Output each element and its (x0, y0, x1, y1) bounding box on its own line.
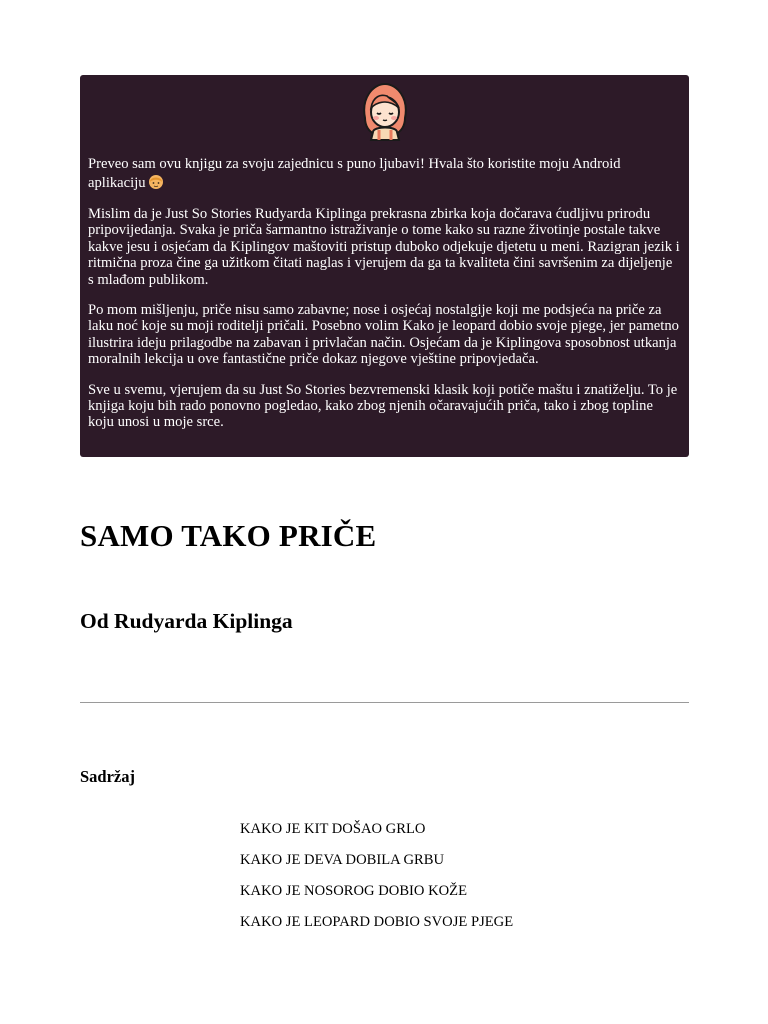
intro-paragraph-1: Preveo sam ovu knjigu za svoju zajednicu s puno ljubavi! Hvala što koristite moju Android aplikaciju (88, 155, 681, 196)
book-title: SAMO TAKO PRIČE (80, 518, 377, 553)
intro-paragraph-3: Po mom mišljenju, priče nisu samo zabavne; nose i osjećaj nostalgije koji me podsjeća na priče za laku noć koje su moji roditelji pričali. Posebno volim Kako je leopard dobio svoje pjege, jer pametno ilustrira ideju prilagodbe na zabavan i privlačan način. Osjećam da je Kiplingova sposobnost utkanja moralnih lekcija u ove fantastične priče dokaz njegove vještine pripovjedača. (88, 302, 679, 368)
toc-list (240, 820, 513, 944)
book-subtitle: Od Rudyarda Kiplinga (80, 609, 293, 633)
toc-item[interactable]: KAKO JE KIT DOŠAO GRLO (240, 821, 426, 837)
girl-avatar-icon (355, 80, 415, 142)
toc-item[interactable]: KAKO JE NOSOROG DOBIO KOŽE (240, 883, 468, 899)
divider (80, 702, 689, 703)
intro-paragraph-4: Sve u svemu, vjerujem da su Just So Stories bezvremenski klasik koji potiče maštu i znatiželju. To je knjiga koju bih rado ponovno pogledao, kako zbog njenih očaravajućih priča, tako i zbog topline koju unosi u moje srce. (88, 381, 678, 431)
intro-paragraph-2: Mislim da je Just So Stories Rudyarda Kiplinga prekrasna zbirka koja dočarava ćudljivu prirodu pripovijedanja. Svaka je priča šarmantno istraživanje o tome kako su razne životinje postale takve kakve jesu i osjećam da Kiplingov maštoviti pristup duboko odjekuje djetetu u meni. Razigran jezik i ritmična proza čine ga užitkom čitati naglas i vjerujem da ga ta kvaliteta čini savršenim za dijeljenje s mlađom publikom. (88, 206, 680, 288)
translator-note-box (80, 75, 689, 457)
toc-heading: Sadržaj (80, 767, 135, 786)
woman-emoji-icon (148, 174, 164, 196)
toc-item[interactable]: KAKO JE DEVA DOBILA GRBU (240, 852, 445, 868)
avatar (88, 80, 681, 146)
toc-item[interactable]: KAKO JE LEOPARD DOBIO SVOJE PJEGE (240, 914, 514, 930)
